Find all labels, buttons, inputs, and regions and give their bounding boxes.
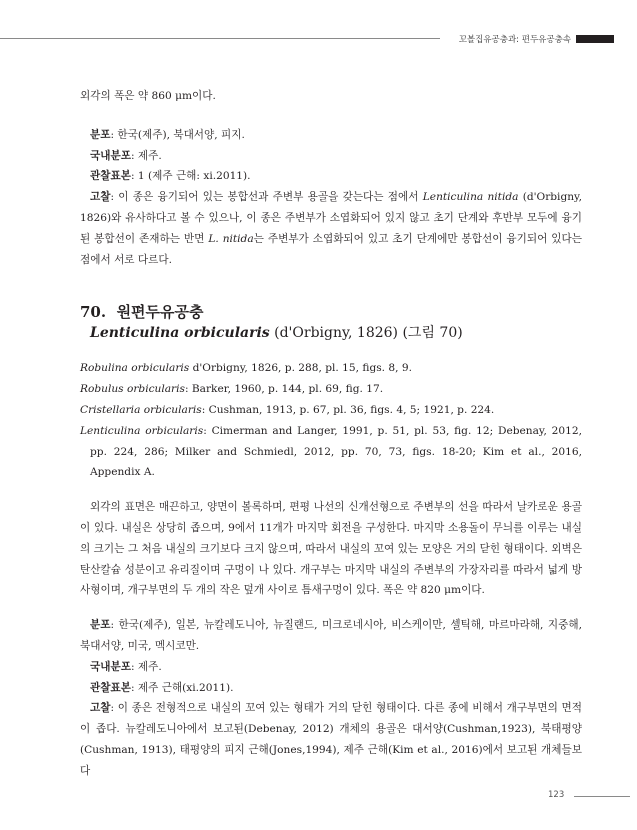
domestic-distribution-line xyxy=(80,146,582,167)
synonym-item xyxy=(80,400,582,421)
synonym-item xyxy=(80,379,582,400)
synonym-name: Robulus orbicularis xyxy=(80,383,185,396)
observed-specimen-line xyxy=(80,678,582,699)
remarks-paragraph xyxy=(80,187,582,270)
running-header xyxy=(0,33,637,45)
header-marker-block xyxy=(576,35,614,43)
page-number: 123 xyxy=(548,790,565,800)
synonym-citation: : Barker, 1960, p. 144, pl. 69, fig. 17. xyxy=(184,383,384,396)
remarks-text-1: : 이 종은 융기되어 있는 봉합선과 주변부 용골을 갖는다는 점에서 xyxy=(110,191,423,204)
footer-rule xyxy=(574,796,630,797)
section-author: (d'Orbigny, 1826) (그림 70) xyxy=(269,325,463,342)
observed-specimen-line xyxy=(80,166,582,187)
remarks-species-2: L. nitida xyxy=(208,232,254,245)
section-heading xyxy=(80,302,582,322)
header-rule xyxy=(0,38,440,39)
observed-specimen-label: 관찰표본 xyxy=(90,170,131,183)
synonym-citation: d'Orbigny, 1826, p. 288, pl. 15, figs. 8, 9. xyxy=(189,362,412,375)
observed-specimen-label: 관찰표본 xyxy=(90,681,131,694)
observed-specimen-text: : 1 (제주 근해: xi.2011). xyxy=(130,170,251,183)
synonym-item xyxy=(80,358,582,379)
synonym-name: Lenticulina orbicularis xyxy=(80,424,204,437)
remarks-text-2: (d'Orbigny, 1826)와 유사하다고 볼 수 있으나, 이 종은 주변부가 소엽화되어 있지 않고 초기 단계와 후반부 모두에 융기된 봉합선이 존재하는 반면 xyxy=(80,191,582,245)
domestic-distribution-line xyxy=(80,657,582,678)
remarks-label: 고찰 xyxy=(90,191,111,204)
remarks-text: : 이 종은 전형적으로 내실의 꼬여 있는 형태가 거의 닫힌 형태이다. 다른 종에 비해서 개구부면의 면적이 좁다. 뉴칼레도니아에서 보고된(Debenay, 2012) 개체의 용골은 대서양(Cushman,1923), 북태평양(Cushman, 1913), 태평양의 피지 근해(Jones,1994), 제주 근해(Kim et al., 2016)에서 보고된 개체들보다 xyxy=(80,702,582,777)
synonym-citation: : Cushman, 1913, p. 67, pl. 36, figs. 4, 5; 1921, p. 224. xyxy=(201,403,495,416)
width-note: 외각의 폭은 약 860 μm이다. xyxy=(80,90,216,102)
distribution-label: 분포 xyxy=(90,128,111,141)
remarks-label: 고찰 xyxy=(90,702,111,715)
description-paragraph: 외각의 표면은 매끈하고, 양면이 볼록하며, 편평 나선의 신개선형으로 주변부의 선을 따라서 날카로운 용골이 있다. 내실은 상당히 좁으며, 9에서 11개가 마지막 회전을 구성한다. 마지막 소용돌이 무늬를 이루는 내실의 크기는 그 처음 내실의 크기보다 크지 않으며, 따라서 내실의 꼬여 있는 모양은 거의 닫힌 형태이다. 외벽은 탄산칼슘 성분이고 유리질이며 구멍이 나 있다. 개구부는 마지막 내실의 주변부의 가장자리를 따라서 넓게 방사형이며, 개구부면의 두 개의 작은 덮개 사이로 틈새구멍이 있다. 폭은 약 820 μm이다. xyxy=(80,501,582,597)
synonym-item xyxy=(80,421,582,483)
domestic-distribution-text: : 제주. xyxy=(130,149,162,162)
header-title: 꼬볼집유공충과: 편두유공충속 xyxy=(458,35,571,45)
section-number: 70. xyxy=(80,303,107,322)
remarks-paragraph xyxy=(80,698,582,781)
distribution-line xyxy=(80,125,582,146)
remarks-species-1: Lenticulina nitida xyxy=(422,191,519,204)
distribution-label: 분포 xyxy=(90,619,111,632)
synonym-name: Robulina orbicularis xyxy=(80,362,190,375)
remarks-text-3: 는 주변부가 소엽화되어 있고 초기 단계에만 봉합선이 융기되어 있다는 점에서 서로 다르다. xyxy=(80,232,582,266)
domestic-distribution-text: : 제주. xyxy=(130,660,162,673)
domestic-distribution-label: 국내분포 xyxy=(90,149,131,162)
domestic-distribution-label: 국내분포 xyxy=(90,660,131,673)
section-species-name: Lenticulina orbicularis xyxy=(90,325,270,342)
section-species-heading xyxy=(90,322,582,344)
distribution-line xyxy=(80,615,582,657)
synonym-name: Cristellaria orbicularis xyxy=(80,403,202,416)
distribution-text: : 한국(제주), 일본, 뉴칼레도니아, 뉴질랜드, 미크로네시아, 비스케이만, 셀틱해, 마르마라해, 지중해, 북대서양, 미국, 멕시코만. xyxy=(80,619,582,652)
distribution-text: : 한국(제주), 북대서양, 피지. xyxy=(110,128,245,141)
page-footer xyxy=(0,790,637,802)
synonym-citation: : Cimerman and Langer, 1991, p. 51, pl. 53, fig. 12; Debenay, 2012, pp. 224, 286; Milker and Schmiedl, 2012, pp. 70, 73, figs. 18-20; Kim et al., 2016, Appendix A. xyxy=(90,424,582,479)
observed-specimen-text: : 제주 근해(xi.2011). xyxy=(130,681,234,694)
section-korean-name: 원편두유공충 xyxy=(116,303,204,322)
page-body xyxy=(80,86,582,782)
